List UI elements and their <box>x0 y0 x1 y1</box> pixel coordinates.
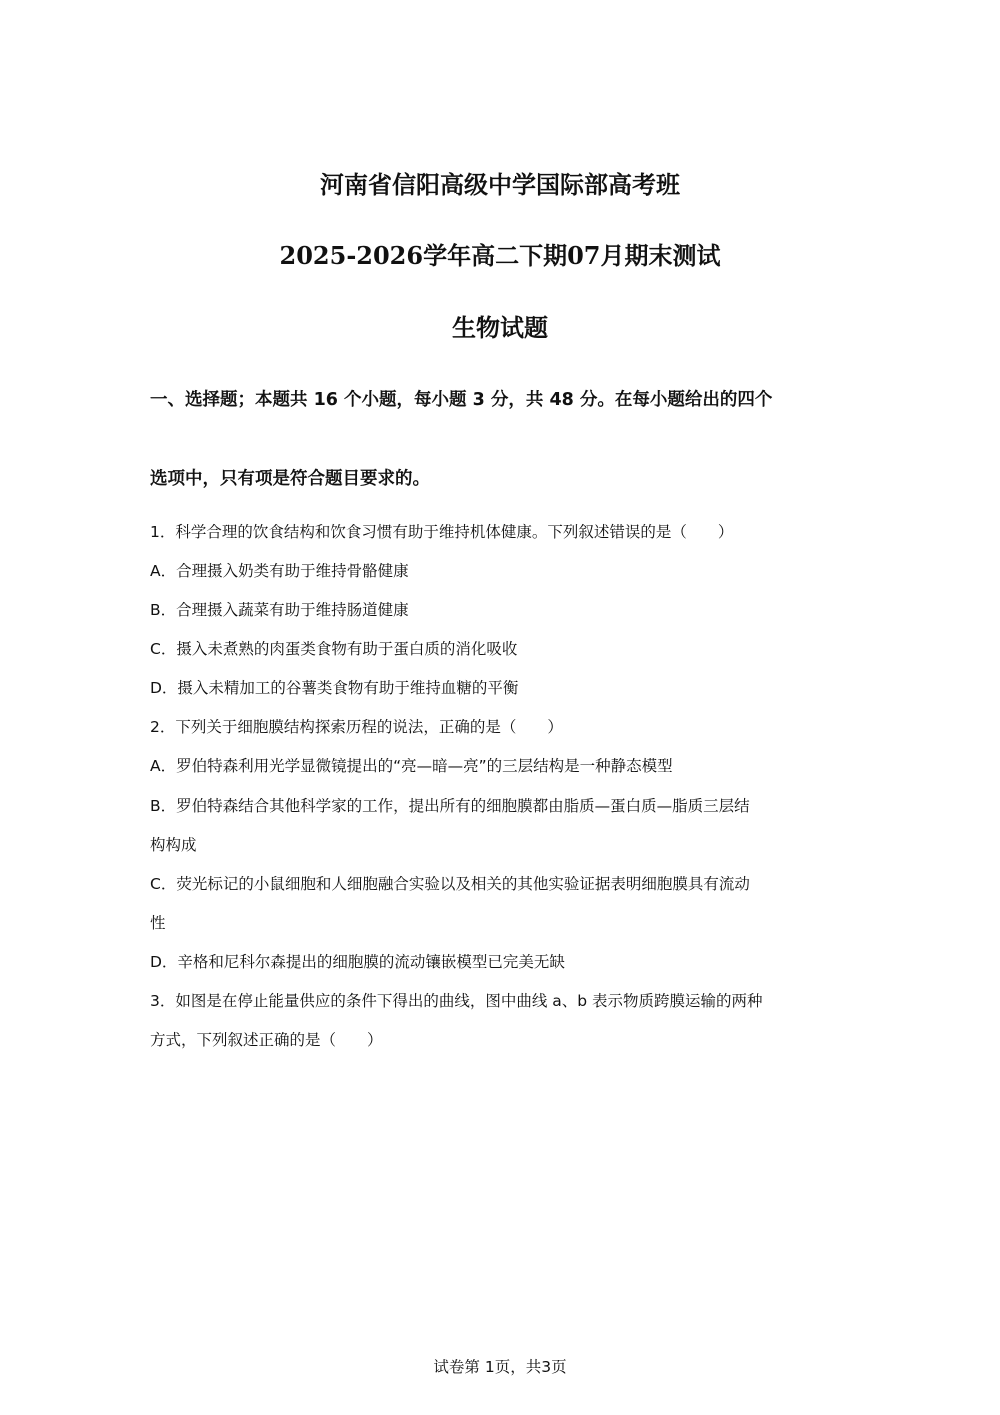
question-1-option-d: D．摄入未精加工的谷薯类食物有助于维持血糖的平衡 <box>150 679 519 697</box>
question-1-stem: 1．科学合理的饮食结构和饮食习惯有助于维持机体健康。下列叙述错误的是（ ） <box>150 523 734 541</box>
question-2-option-b-line2: 构构成 <box>150 836 197 854</box>
page-footer: 试卷第 1页，共3页 <box>433 1358 567 1376</box>
question-2-option-c-line2: 性 <box>150 914 166 932</box>
section-instruction-line1: 一、选择题；本题共 16 个小题，每小题 3 分，共 48 分。在每小题给出的四个 <box>150 390 773 410</box>
question-3-stem-line1: 3．如图是在停止能量供应的条件下得出的曲线，图中曲线 a、b 表示物质跨膜运输的两种 <box>150 992 763 1010</box>
question-1-option-a: A．合理摄入奶类有助于维持骨骼健康 <box>150 562 409 580</box>
question-1-option-c: C．摄入未煮熟的肉蛋类食物有助于蛋白质的消化吸收 <box>150 640 518 658</box>
question-2-option-a: A．罗伯特森利用光学显微镜提出的“亮—暗—亮”的三层结构是一种静态模型 <box>150 757 673 775</box>
question-2-stem: 2．下列关于细胞膜结构探索历程的说法，正确的是（ ） <box>150 718 563 736</box>
school-title: 河南省信阳高级中学国际部高考班 <box>320 170 680 199</box>
question-3-stem-line2: 方式，下列叙述正确的是（ ） <box>150 1031 383 1049</box>
subject-title: 生物试题 <box>452 313 548 342</box>
section-instruction-line2: 选项中，只有项是符合题目要求的。 <box>150 469 430 489</box>
question-1-option-b: B．合理摄入蔬菜有助于维持肠道健康 <box>150 601 409 619</box>
question-2-option-b-line1: B．罗伯特森结合其他科学家的工作，提出所有的细胞膜都由脂质—蛋白质—脂质三层结 <box>150 797 750 815</box>
question-2-option-d: D．辛格和尼科尔森提出的细胞膜的流动镶嵌模型已完美无缺 <box>150 953 565 971</box>
exam-title: 2025-2026学年高二下期07月期末测试 <box>279 241 721 270</box>
question-2-option-c-line1: C．荧光标记的小鼠细胞和人细胞融合实验以及相关的其他实验证据表明细胞膜具有流动 <box>150 875 750 893</box>
